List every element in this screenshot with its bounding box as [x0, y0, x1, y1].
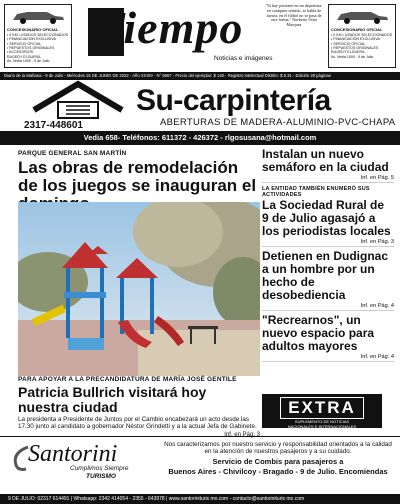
sidebar-story[interactable] — [262, 148, 394, 183]
right-ad-title: CONCESIONARIO OFICIAL — [331, 27, 383, 33]
second-story-headline[interactable]: Patricia Bullrich visitará hoy nuestra ciudad — [18, 384, 207, 415]
right-ad-line: • REPUESTOS ORIGINALES — [331, 46, 379, 51]
santorini-service-text — [160, 441, 396, 476]
ad-phone-number: 2317-448601 — [24, 120, 83, 131]
left-ad-title: CONCESIONARIO OFICIAL — [7, 27, 59, 33]
left-ad-line: Av. Vedia 1000 - 9 de Julio — [7, 59, 50, 64]
left-ad-line: RUGEDY ELGUERA — [7, 54, 41, 59]
ad-tagline: ABERTURAS DE MADERA-ALUMINIO-PVC-CHAPA — [160, 117, 396, 128]
left-ad-line: • FINANCIACIÓN EXCLUSIVA — [7, 37, 56, 42]
sidebar-story[interactable] — [262, 250, 394, 311]
newspaper-title: Tiempo — [96, 2, 244, 53]
sidebar-story-headline[interactable]: Instalan un nuevo semáforo en la ciudad — [262, 147, 389, 174]
sidebar-story[interactable] — [262, 186, 394, 247]
second-story-kicker: PARA APOYAR A LA PRECANDIDATURA DE MARÍA JOSÉ GENTILE — [18, 376, 237, 383]
sidebar-story-headline[interactable]: Detienen en Dudignac a un hombre por un hecho de desobediencia — [262, 248, 389, 302]
santorini-slogan: Cumplimos Siempre — [70, 465, 129, 472]
playground-photo — [18, 202, 260, 376]
sidebar-story-page-ref: Inf. en Pág. 3 — [360, 238, 394, 245]
newspaper-subtitle: Noticias e imágenes — [214, 55, 273, 62]
santorini-contact-strip: 9 DE JULIO: 02317 614491 | Whatsapp: 2342 414054 - 2355 - 643978 | www.santorinituris mo.com - contacto@santorinituris mo.com — [0, 494, 400, 504]
left-ad-line: • 0 KM • USADOS SELECCIONADOS — [7, 32, 69, 37]
house-roof-icon — [30, 80, 126, 120]
extra-title: EXTRA — [280, 397, 364, 419]
second-story[interactable] — [18, 376, 260, 438]
sidebar-story-headline[interactable]: "Recrearnos", un nuevo espacio para adultos mayores — [262, 312, 375, 353]
extra-subtitle: NACIONALES E INTERNACIONALES — [287, 424, 357, 429]
main-story-headline[interactable]: Las obras de remodelación de los juegos se inauguran el — [18, 158, 257, 195]
playground-illustration — [18, 202, 260, 376]
second-story-page-ref: Inf. en Pág. 3 — [224, 431, 260, 438]
ad-brand-name: Su-carpintería — [136, 84, 331, 117]
right-ad-line: Av. Vedia 1000 - 9 de Julio — [331, 54, 374, 59]
right-ad-line: • FINANCIACIÓN EXCLUSIVA — [331, 37, 380, 42]
santorini-ad[interactable] — [0, 436, 400, 494]
sidebar-story-page-ref: Inf. en Pág. 4 — [360, 353, 394, 360]
sidebar-story-kicker: LA ENTIDAD TAMBIÉN ENUMERÓ SUS ACTIVIDADES — [262, 186, 370, 199]
santorini-service-head: Servicio de Combis para pasajeros a — [212, 456, 344, 466]
left-ad-line: • SERVICIO OFICIAL — [7, 41, 42, 46]
sidebar-story-page-ref: Inf. en Pág. 5 — [360, 175, 394, 181]
extra-supplement-box[interactable] — [262, 394, 382, 428]
main-story-kicker: PARQUE GENERAL SAN MARTÍN — [18, 150, 127, 157]
sidebar-story-page-ref: Inf. en Pág. 4 — [360, 302, 394, 309]
left-ad-line: • ACCESORIOS — [7, 50, 34, 55]
santorini-brand: Santorini — [28, 441, 118, 467]
sidebar-story-headline[interactable]: La Sociedad Rural de 9 de Julio agasajó a los periodistas locales — [262, 197, 391, 238]
santorini-routes: Buenos Aires - Chivilcoy - Bragado - 9 de Julio. Encomiendas — [168, 466, 388, 476]
second-story-summary: La presidenta a Presidente de Juntos por el Cambio encabezará un acto desde las 17.30 junto al candidato a gobernador Néstor Grindetti y a la actual Jefa de Gabinete. — [18, 416, 257, 431]
right-dealer-ad[interactable] — [328, 4, 396, 68]
car-icon — [331, 7, 393, 25]
extra-subtitle: SUPLEMENTO DE NOTICIAS — [294, 419, 350, 424]
ad-contact-strip: Vedia 658- Teléfonos: 611372 - 426372 - rlgosusana@hotmail.com — [0, 131, 400, 144]
carpentry-ad[interactable] — [0, 80, 400, 145]
santorini-description: Nos caracterizamos por nuestro servicio y responsabilidad orientados a la calidad en la atención de nuestros pasajeros y a su cuidado. — [164, 441, 392, 456]
edition-info-bar: Diario de la Mañana - 9 de Julio - Miércoles 15 DE JUNIO DE 2022 - Año XXXIII - N° 9567 - Precio del ejemplar: $ 140.- Registro Intelectual Distrito: $ 5.31.- Edición 28 páginas — [0, 72, 400, 80]
masthead — [0, 0, 400, 72]
sidebar-story[interactable] — [262, 314, 394, 362]
left-ad-line: • REPUESTOS ORIGINALES — [7, 46, 55, 51]
masthead-quote: "Si hay pasiones en un deportista, en cualquier sentido, se habla de fuerza, en el fútbol no se pasa de otra forma." Norberto Ortiz Marquez — [265, 4, 323, 28]
right-ad-line: • SERVICIO OFICIAL — [331, 41, 366, 46]
left-dealer-ad[interactable] — [4, 4, 72, 68]
right-ad-line: RUGEDY ELGUERA — [331, 50, 365, 55]
sidebar-news — [262, 148, 394, 365]
right-ad-line: • 0 KM • USADOS SELECCIONADOS — [331, 32, 393, 37]
car-icon — [7, 7, 69, 25]
santorini-type: TURISMO — [86, 473, 116, 480]
